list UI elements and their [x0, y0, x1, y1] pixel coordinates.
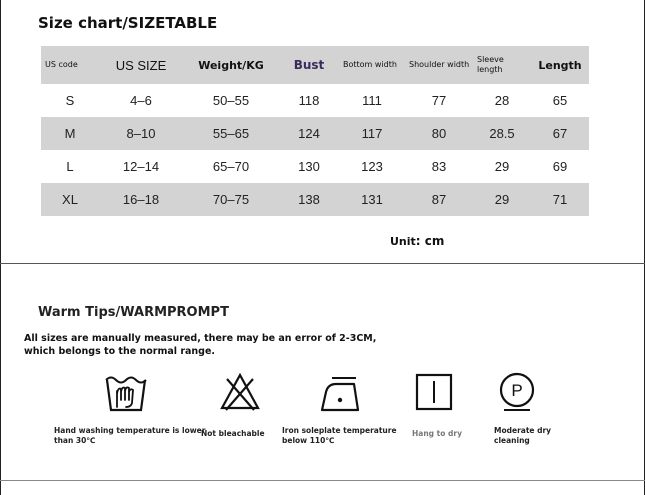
unit-note	[390, 234, 444, 248]
cell-shoulder-width: 87	[431, 192, 447, 207]
care-label-no-bleach	[201, 429, 265, 439]
iron-icon	[318, 370, 364, 416]
cell-sleeve-length: 29	[494, 192, 510, 207]
table-row	[41, 117, 589, 150]
dry-clean-icon	[496, 370, 538, 414]
cell-bottom-width: 131	[361, 192, 383, 207]
svg-text:P: P	[511, 381, 523, 400]
no-bleach-icon	[218, 370, 262, 414]
care-label-line: Not bleachable	[201, 429, 265, 438]
unit-label: Unit	[390, 235, 416, 248]
cell-size: L	[66, 159, 74, 174]
tips-title: Warm Tips/WARMPROMPT	[38, 305, 229, 320]
table-row	[41, 84, 589, 117]
cell-shoulder-width: 80	[431, 126, 447, 141]
header-bust: Bust	[293, 58, 325, 72]
cell-length: 67	[552, 126, 568, 141]
care-label-line: cleaning	[494, 436, 530, 445]
care-label-hand-wash	[54, 426, 205, 446]
cell-us-size: 4–6	[130, 93, 152, 108]
table-header-row	[41, 46, 589, 84]
cell-weight: 55–65	[212, 126, 250, 141]
hand-wash-icon	[104, 370, 148, 416]
cell-bottom-width: 111	[362, 93, 382, 108]
cell-length: 69	[552, 159, 568, 174]
bottom-rule	[0, 480, 645, 481]
header-weight: Weight/KG	[198, 58, 264, 72]
header-bottom-width: Bottom width	[343, 60, 397, 69]
care-label-line: Iron soleplate temperature	[282, 426, 397, 435]
cell-us-size: 16–18	[122, 192, 160, 207]
unit-separator: :	[415, 234, 421, 248]
cell-length: 65	[552, 93, 568, 108]
cell-us-size: 12–14	[122, 159, 160, 174]
cell-bust: 130	[298, 159, 320, 174]
cell-length: 71	[552, 192, 568, 207]
tips-text	[24, 332, 404, 358]
cell-size: XL	[62, 192, 78, 207]
care-label-iron	[282, 426, 397, 446]
care-label-line: Hang to dry	[412, 429, 462, 438]
cell-bust: 124	[298, 126, 320, 141]
size-table	[41, 46, 589, 216]
cell-bottom-width: 123	[361, 159, 383, 174]
cell-us-size: 8–10	[126, 126, 156, 141]
care-label-hang-dry	[412, 429, 462, 439]
size-chart-title: Size chart/SIZETABLE	[38, 14, 218, 32]
header-us-size: US SIZE	[115, 57, 167, 73]
cell-size: S	[65, 93, 75, 108]
care-label-line: Moderate dry	[494, 426, 552, 435]
cell-bust: 118	[298, 93, 320, 108]
cell-shoulder-width: 77	[431, 93, 447, 108]
table-row	[41, 183, 589, 216]
header-us-code: US code	[45, 60, 78, 69]
care-label-line: than 30℃	[54, 436, 96, 445]
table-row	[41, 150, 589, 183]
cell-shoulder-width: 83	[431, 159, 447, 174]
cell-bottom-width: 117	[361, 126, 383, 141]
section-divider	[0, 263, 645, 264]
cell-bust: 138	[298, 192, 320, 207]
cell-weight: 50–55	[212, 93, 250, 108]
header-shoulder-width: Shoulder width	[409, 60, 470, 69]
hang-dry-icon	[414, 370, 454, 412]
cell-sleeve-length: 28	[494, 93, 510, 108]
header-length: Length	[538, 58, 582, 72]
cell-sleeve-length: 29	[494, 159, 510, 174]
cell-weight: 65–70	[212, 159, 250, 174]
tips-text-line: All sizes are manually measured, there may be an error of 2-3CM,	[24, 333, 377, 344]
header-sleeve-length: Sleeve length	[477, 55, 504, 74]
care-label-dry-clean	[494, 426, 551, 446]
cell-size: M	[64, 126, 76, 141]
unit-value: cm	[424, 234, 445, 248]
care-label-line: Hand washing temperature is lower	[54, 426, 206, 435]
tips-text-line: which belongs to the normal range.	[24, 346, 216, 357]
cell-weight: 70–75	[212, 192, 250, 207]
care-label-line: below 110℃	[282, 436, 335, 445]
cell-sleeve-length: 28.5	[489, 126, 515, 141]
